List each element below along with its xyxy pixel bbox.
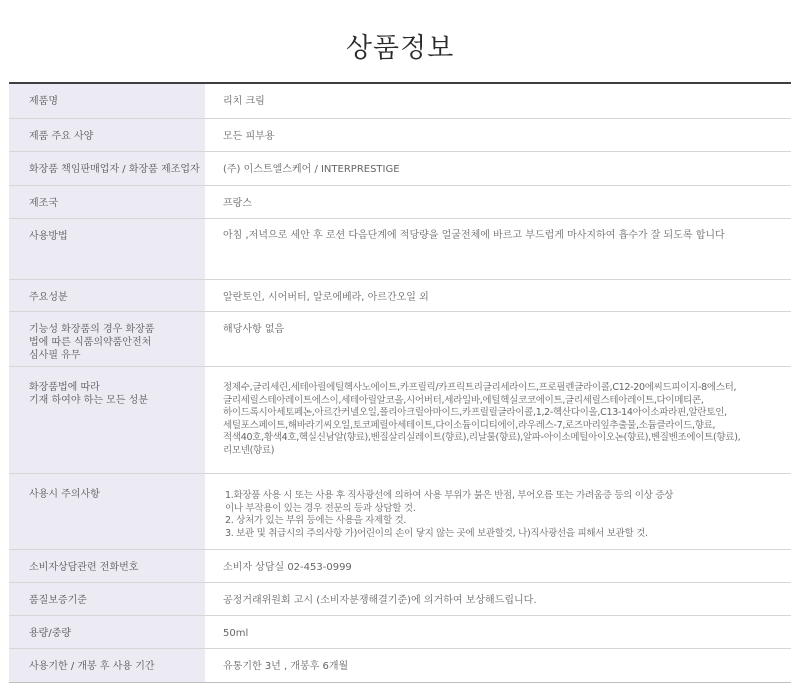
row-value-volume: 50ml bbox=[223, 628, 249, 639]
row-value-usage: 아침 ,저녁으로 세안 후 로션 다음단계에 적당량을 얼굴전체에 바르고 부드럽게 마사지하여 흡수가 잘 되도록 합니다 bbox=[223, 230, 725, 241]
row-value-manufacturer: (주) 이스트엘스케어 / INTERPRESTIGE bbox=[223, 164, 400, 175]
row-label-usage: 사용방법 bbox=[9, 219, 205, 279]
row-value-product-name: 리치 크림 bbox=[223, 96, 265, 107]
ingredient-line: 글리세릴스테아레이트에스이,세테아릴알코올,시어버터,세라일바,에틸헥실코코에이트,글리세릴스테아레이트,다이메티콘, bbox=[223, 394, 704, 406]
row-label-country: 제조국 bbox=[9, 186, 205, 218]
table-row bbox=[9, 219, 791, 280]
row-label-all-ingredients bbox=[9, 367, 205, 473]
product-info-table bbox=[9, 82, 791, 683]
row-value-caution bbox=[205, 474, 791, 549]
table-row bbox=[9, 649, 791, 682]
table-row bbox=[9, 583, 791, 616]
row-value-spec: 모든 피부용 bbox=[223, 131, 275, 142]
caution-line: 3. 보관 및 취급시의 주의사항 가)어린이의 손이 닿지 않는 곳에 보관할것, 나)직사광선을 피해서 보관할 것. bbox=[225, 527, 648, 539]
table-row bbox=[9, 312, 791, 367]
table-row bbox=[9, 367, 791, 474]
table-row bbox=[9, 474, 791, 550]
table-row bbox=[9, 550, 791, 583]
ingredient-line: 적색40호,황색4호,헥실신남알(향료),벤질살리실레이트(향료),리날룰(향료),알파-아이소메틸아이오논(향료),벤질벤조에이트(향료), bbox=[223, 432, 741, 443]
row-value-expiry: 유통기한 3년 , 개봉후 6개월 bbox=[223, 661, 349, 672]
caution-line: 2. 상처가 있는 부위 등에는 사용을 자제할 것. bbox=[225, 515, 407, 526]
row-label-quality: 품질보증기준 bbox=[9, 583, 205, 615]
table-row bbox=[9, 280, 791, 312]
label-line: 화장품법에 따라 bbox=[29, 382, 100, 393]
label-line: 기능성 화장품의 경우 화장품 bbox=[29, 324, 155, 335]
row-value-phone: 소비자 상담실 02-453-0999 bbox=[223, 562, 352, 573]
row-value-functional: 해당사항 없음 bbox=[223, 324, 285, 335]
row-label-volume: 용량/중량 bbox=[9, 616, 205, 648]
row-label-functional bbox=[9, 312, 205, 366]
ingredient-line: 정제수,글리세린,세테아릴에틸헥사노에이트,카프릴릭/카프릭트리글리세라이드,프로필렌글라이콜,C12-20에씨드피이지-8에스터, bbox=[223, 382, 737, 393]
row-label-expiry: 사용기한 / 개봉 후 사용 기간 bbox=[9, 649, 205, 682]
row-label-manufacturer: 화장품 책임판매업자 / 화장품 제조업자 bbox=[9, 152, 205, 185]
caution-line: 1.화장품 사용 시 또는 사용 후 직사광선에 의하여 사용 부위가 붉은 반점, 부어오름 또는 가려움증 등의 이상 증상 bbox=[225, 490, 674, 501]
row-label-product-name: 제품명 bbox=[9, 84, 205, 118]
ingredient-line: 하이드록시아세토페논,아르간커넬오일,폴리아크릴아마이드,카프릴릴글라이콜,1,2-헥산다이올,C13-14아이소파라핀,알란토인, bbox=[223, 407, 727, 418]
table-row bbox=[9, 84, 791, 119]
table-row bbox=[9, 119, 791, 152]
row-value-quality: 공정거래위원회 고시 (소비자분쟁해결기준)에 의거하여 보상해드립니다. bbox=[223, 595, 537, 606]
row-label-spec: 제품 주요 사양 bbox=[9, 119, 205, 151]
caution-line: 이나 부작용이 있는 경우 전문의 등과 상담할 것. bbox=[225, 502, 416, 514]
table-row bbox=[9, 616, 791, 649]
label-line: 기재 하여야 하는 모든 성분 bbox=[29, 395, 148, 406]
table-row bbox=[9, 186, 791, 219]
ingredient-line: 리모넨(향료) bbox=[223, 444, 275, 456]
label-line: 법에 따른 식품의약품안전처 bbox=[29, 337, 152, 348]
table-row bbox=[9, 152, 791, 186]
row-label-phone: 소비자상담관련 전화번호 bbox=[9, 550, 205, 582]
row-label-ingredients-main: 주요성분 bbox=[9, 280, 205, 311]
row-value-all-ingredients bbox=[205, 367, 791, 473]
row-label-caution: 사용시 주의사항 bbox=[9, 474, 205, 549]
label-line: 심사필 유무 bbox=[29, 350, 81, 361]
row-value-country: 프랑스 bbox=[223, 198, 252, 209]
page-title: 상품정보 bbox=[345, 33, 455, 64]
ingredient-line: 세틸포스페이트,해바라기씨오일,토코페릴아세테이트,다이소듐이디티에이,라우레스-7,로즈마리잎추출물,소듐클라이드,향료, bbox=[223, 419, 716, 431]
row-value-ingredients-main: 알란토인, 시어버터, 알로에베라, 아르간오일 외 bbox=[223, 292, 429, 303]
